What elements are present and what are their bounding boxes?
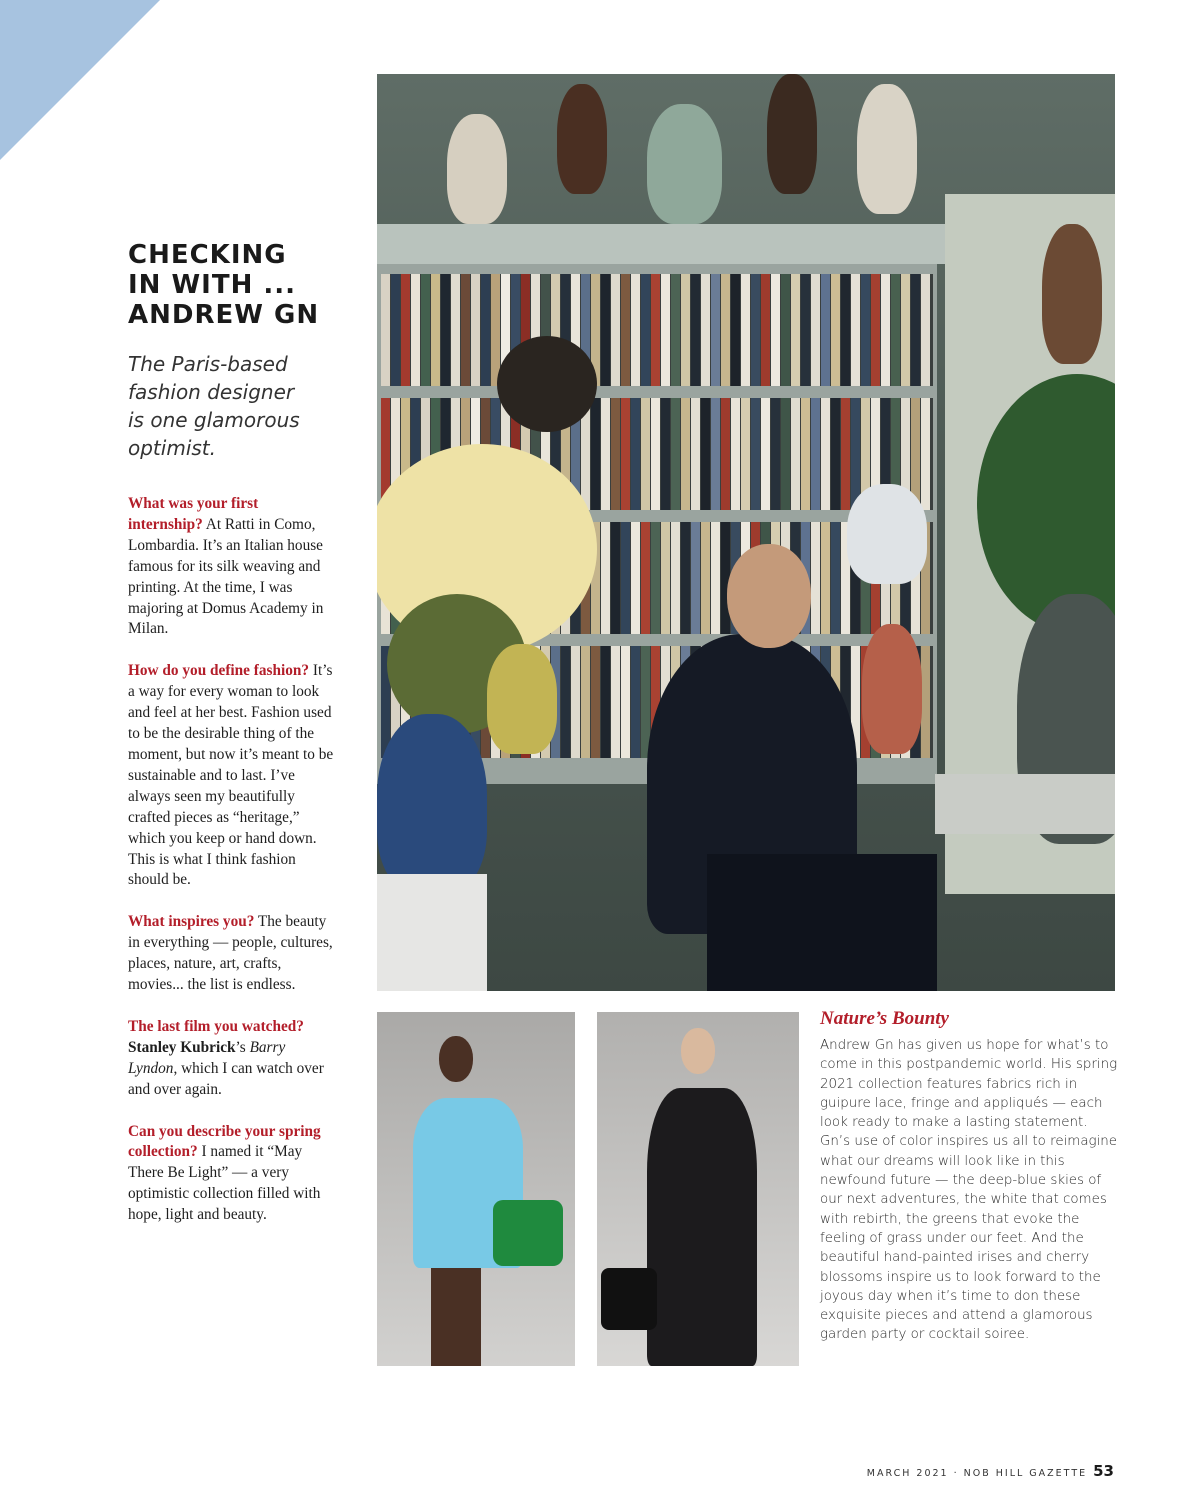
vase-1: [447, 114, 507, 224]
qa-item-internship: [128, 494, 334, 640]
answer-bold: Stanley Kubrick: [128, 1038, 236, 1056]
deck-line-4: optimist.: [128, 436, 216, 460]
model-head: [439, 1036, 473, 1082]
headline-line-1: CHECKING: [128, 240, 287, 270]
page-number: 53: [1093, 1462, 1114, 1480]
fashion-look-black-lace-gown: [597, 1012, 799, 1366]
green-pot: [487, 644, 557, 754]
blue-glazed-vase: [377, 714, 487, 894]
deck-line-3: is one glamorous: [128, 408, 300, 432]
sidebar-body: Andrew Gn has given us hope for what’s to come in this postpandemic world. His spring 2021 collection features fabrics rich in guipure lace, fringe and appliqués — each look ready to make a lasting statement. Gn’s use of color inspires us all to reimagine what our dreams will look like in this newfound future — the deep-blue skies of our next adventures, the white that comes with rebirth, the greens that evoke the feeling of grass under our feet. And the beautiful hand-painted irises and cherry blossoms inspire us to look forward to the joyous day when it’s time to don these exquisite pieces and attend a glamorous garden party or cocktail soiree.: [820, 1038, 1118, 1343]
desk: [935, 774, 1115, 834]
model-head: [681, 1028, 715, 1074]
qa-column: [128, 494, 334, 1247]
deck-line-2: fashion designer: [128, 380, 295, 404]
sidebar-title: Nature’s Bounty: [820, 1008, 949, 1029]
man-legs: [707, 854, 937, 991]
model-legs: [431, 1268, 481, 1366]
blue-white-vase: [847, 484, 927, 584]
corner-decoration: [0, 0, 160, 160]
answer: At Ratti in Como, Lombardia. It’s an Italian house famous for its silk weaving and printing. At the time, I was majoring at Domus Academy in Milan.: [128, 515, 324, 638]
mask-1: [557, 84, 607, 194]
pedestal-table: [377, 874, 487, 991]
vase-2: [647, 104, 722, 224]
folio-text: MARCH 2021 · NOB HILL GAZETTE: [866, 1468, 1088, 1479]
green-handbag: [493, 1200, 563, 1266]
qa-item-inspires: [128, 912, 334, 996]
answer-end: , which I can watch over and over again.: [128, 1059, 324, 1098]
shelf-row: [381, 274, 933, 386]
black-handbag: [601, 1268, 657, 1330]
answer: I named it “May There Be Light” — a very optimistic collection filled with hope, light and beauty.: [128, 1143, 321, 1224]
headline: [128, 240, 358, 330]
wall-mask: [1042, 224, 1102, 364]
headline-line-2: IN WITH ...: [128, 270, 297, 300]
page-footer: [867, 1462, 1114, 1480]
question: The last film you watched?: [128, 1017, 304, 1035]
hero-portrait-photo: [377, 74, 1115, 991]
answer: The beauty in everything — people, cultures, places, nature, art, crafts, movies... the list is endless.: [128, 913, 333, 994]
man-head: [727, 544, 811, 648]
headline-line-3: ANDREW GN: [128, 300, 320, 330]
question: How do you define fashion?: [128, 662, 310, 680]
mask-2: [767, 74, 817, 194]
black-lace-gown: [647, 1088, 757, 1366]
question: Can you describe your spring collection?: [128, 1122, 321, 1161]
fashion-look-floral-dress: [377, 1012, 575, 1366]
answer-italic: Barry Lyndon: [128, 1038, 286, 1077]
qa-item-fashion: [128, 661, 334, 891]
vase-3: [857, 84, 917, 214]
qa-item-collection: [128, 1122, 334, 1227]
answer-mid: ’s: [235, 1038, 250, 1056]
question: What inspires you?: [128, 913, 255, 931]
question: What was your first internship?: [128, 495, 259, 533]
ceramic-plate: [497, 336, 597, 432]
deck: [128, 350, 328, 462]
qa-item-film: [128, 1017, 334, 1101]
deck-line-1: The Paris-based: [128, 352, 288, 376]
terracotta-jug: [862, 624, 922, 754]
answer: It’s a way for every woman to look and feel at her best. Fashion used to be the desirable thing of the moment, but now it’s meant to be sustainable and to last. I’ve always seen my beautifully crafted pieces as “heritage,” which you keep or hand down. This is what I think fashion should be.: [128, 662, 334, 889]
